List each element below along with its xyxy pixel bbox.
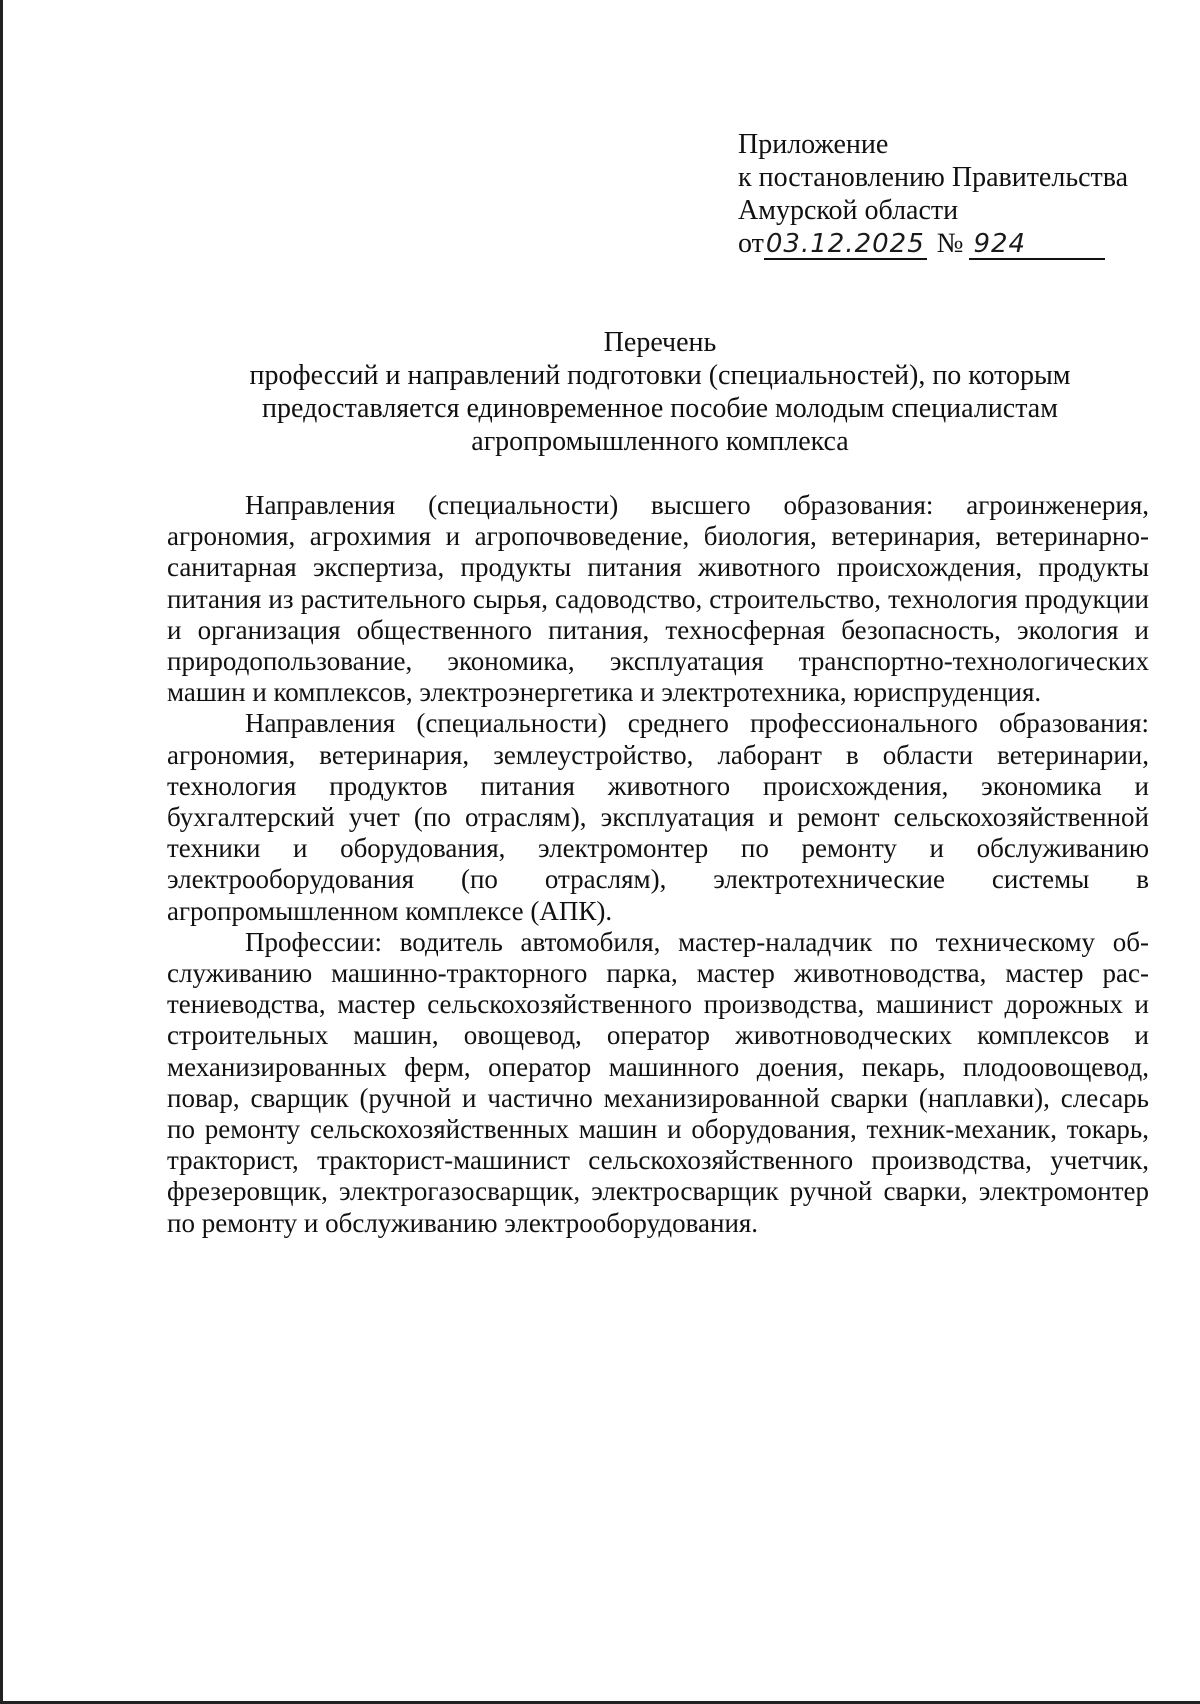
date-prefix: от: [738, 228, 764, 259]
paragraph-vocational-education: Направления (специальности) среднего профессионального образования: агрономия, ветеринария, землеустройство, лаборант в области ветеринарии, технология продуктов питания животного происхождения, экономика и бухгалтерский учет (по отраслям), эксплуатация и ремонт сельскохозяйственной техники и оборудования, электромонтер по ремонту и обслуживанию электрооборудования (по отраслям), электротехнические системы в агропромышленном комплексе (АПК).: [167, 708, 1149, 926]
appendix-label: Приложение: [738, 129, 889, 160]
handwritten-date: 03.12.2025: [765, 229, 925, 259]
page-edge-left: [0, 0, 3, 1704]
title-heading: Перечень: [603, 327, 717, 358]
appendix-header: [738, 128, 1138, 260]
title-subtitle-line-2: предоставляется единовременное пособие молодым специалистам: [262, 393, 1058, 424]
date-number-line: [738, 227, 1138, 260]
decree-reference: к постановлению Правительства: [738, 162, 1129, 193]
document-title: [160, 326, 1160, 458]
document-body: [167, 490, 1149, 1239]
handwritten-number: 924: [969, 230, 1105, 260]
title-subtitle-line-1: профессий и направлений подготовки (специальностей), по которым: [249, 360, 1071, 391]
region-name: Амурской области: [738, 195, 959, 226]
title-subtitle-line-3: агропромышленного комплекса: [471, 426, 849, 457]
paragraph-higher-education: Направления (специальности) высшего образования: агроинженерия, агрономия, агрохимия и агропочвоведение, биология, ветеринария, ветеринарно-санитарная экспертиза, продукты питания животного происхождения, продукты питания из растительного сырья, садоводство, строительство, технология продукции и организация общественного питания, техносферная безопасность, экология и природопользование, экономика, эксплуатация транспортно-технологических машин и комплексов, электроэнергетика и электротехника, юриспруденция.: [167, 490, 1149, 708]
paragraph-professions: Профессии: водитель автомобиля, мастер-наладчик по техническому обслуживанию машинно-тракторного парка, мастер животноводства, мастер растениеводства, мастер сельскохозяйственного производства, машинист дорожных и строительных машин, овощевод, оператор животноводческих комплексов и механизированных ферм, оператор машинного доения, пекарь, плодоовощевод, повар, сварщик (ручной и частично механизированной сварки (наплавки), слесарь по ремонту сельскохозяйственных машин и оборудования, техник-механик, токарь, тракторист, тракторист-машинист сельскохозяйственного производства, учетчик, фрезеровщик, электрогазосварщик, электросварщик ручной сварки, электромонтер по ремонту и обслуживанию электрооборудования.: [167, 926, 1149, 1238]
number-sign: №: [936, 228, 964, 259]
